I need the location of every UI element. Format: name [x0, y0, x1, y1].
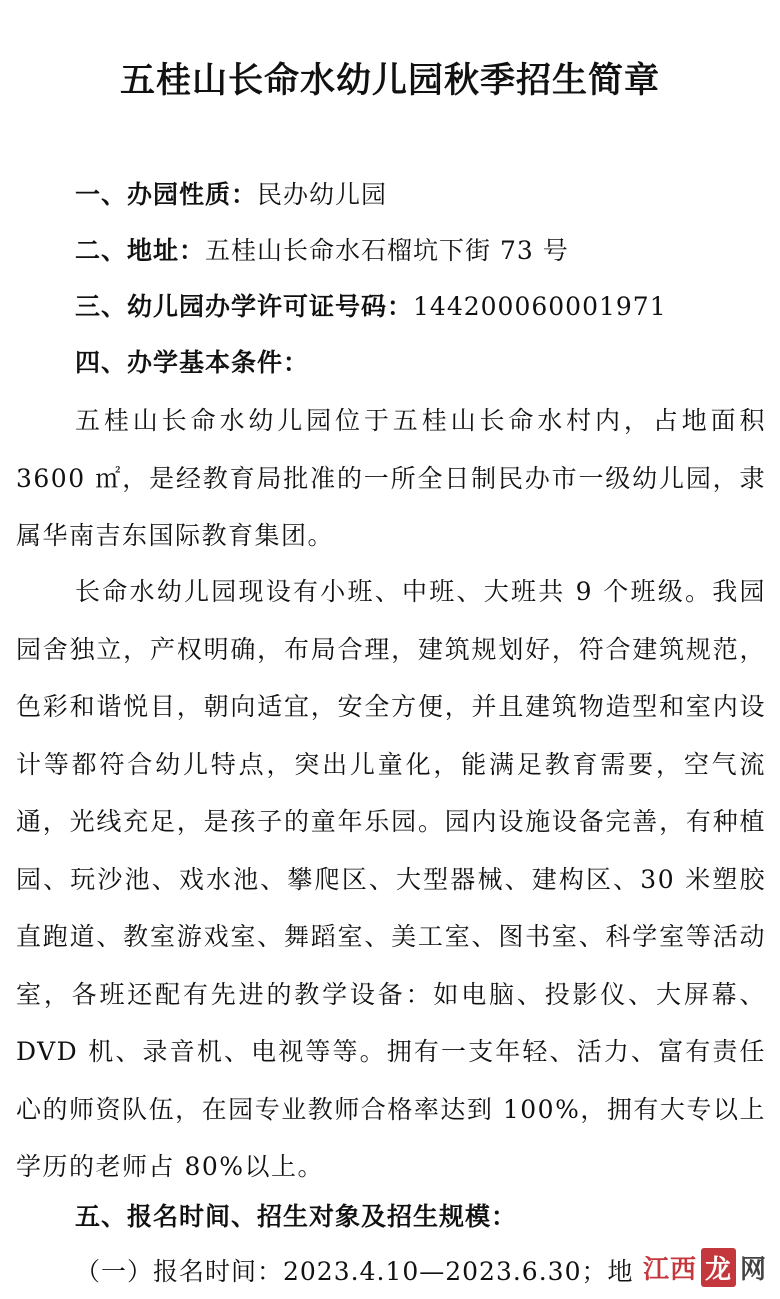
section-3-value: 144200060001971 — [413, 292, 667, 321]
document-title: 五桂山长命水幼儿园秋季招生简章 — [119, 61, 660, 101]
registration-time-line: （一）报名时间：2023.4.10—2023.6.30；地 — [75, 1257, 634, 1286]
section-4-label: 四、办学基本条件： — [75, 348, 310, 377]
watermark-logo — [643, 1248, 766, 1287]
section-2-label: 二、地址： — [75, 236, 206, 265]
section-3 — [75, 287, 667, 327]
section-2-value: 五桂山长命水石榴坑下街 73 号 — [205, 236, 569, 265]
paragraph-facilities: 长命水幼儿园现设有小班、中班、大班共 9 个班级。我园园舍独立，产权明确，布局合理，建筑规划好，符合建筑规范，色彩和谐悦目，朝向适宜，安全方便，并且建筑物造型和室内设计等都符合幼儿特点，突出儿童化，能满足教育需要，空气流通，光线充足，是孩子的童年乐园。园内设施设备完善，有种植园、玩沙池、戏水池、攀爬区、大型器械、建构区、30 米塑胶直跑道、教室游戏室、舞蹈室、美工室、图书室、科学室等活动室，各班还配有先进的教学设备：如电脑、投影仪、大屏幕、DVD 机、录音机、电视等等。拥有一支年轻、活力、富有责任心的师资队伍，在园专业教师合格率达到 100%，拥有大专以上学历的老师占 80%以上。 — [16, 577, 766, 1181]
section-4 — [75, 343, 309, 383]
section-5 — [75, 1197, 517, 1237]
watermark-box-text: 龙 — [701, 1248, 736, 1287]
section-1-value: 民办幼儿园 — [257, 180, 388, 209]
section-1 — [75, 175, 387, 215]
section-3-label: 三、幼儿园办学许可证号码： — [75, 292, 414, 321]
watermark-red-text: 江西 — [642, 1255, 697, 1285]
section-2 — [75, 231, 569, 271]
paragraph-intro: 五桂山长命水幼儿园位于五桂山长命水村内，占地面积3600 ㎡，是经教育局批准的一所全日制民办市一级幼儿园，隶属华南吉东国际教育集团。 — [16, 406, 766, 550]
watermark-dark-text: 网 — [739, 1255, 766, 1285]
section-5-label: 五、报名时间、招生对象及招生规模： — [75, 1202, 518, 1231]
section-1-label: 一、办园性质： — [75, 180, 258, 209]
